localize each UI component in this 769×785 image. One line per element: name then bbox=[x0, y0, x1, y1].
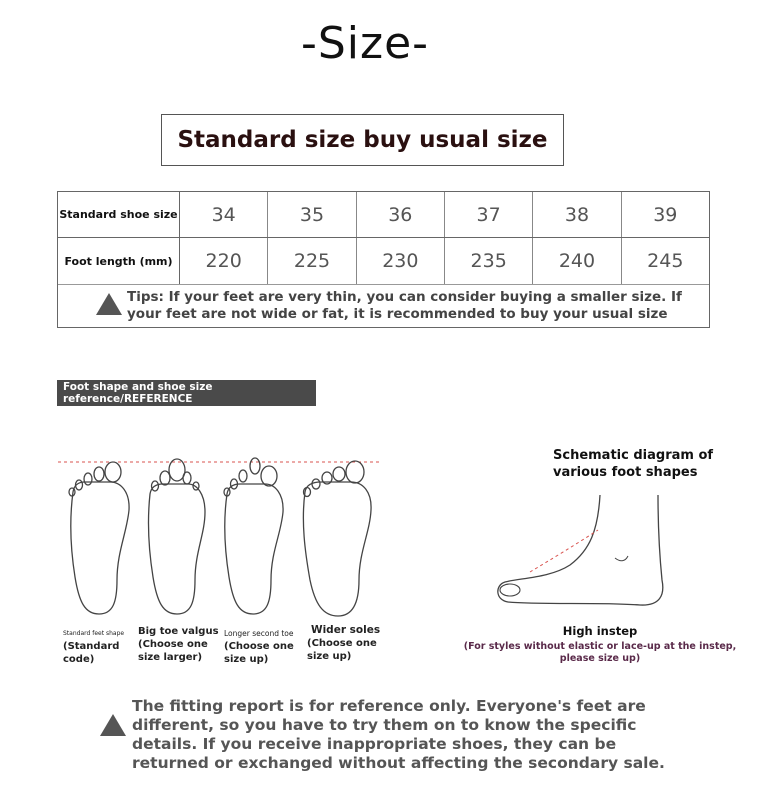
foot-shape-name: Standard feet shape bbox=[63, 630, 125, 637]
foot-shape-advice: (Standard code) bbox=[63, 641, 120, 665]
foot-shape-name: Longer second toe bbox=[224, 629, 294, 638]
length-cell: 230 bbox=[357, 238, 445, 284]
size-cell: 34 bbox=[180, 192, 268, 237]
page-title: -Size- bbox=[300, 18, 430, 69]
length-cell: 240 bbox=[533, 238, 621, 284]
high-instep-caption bbox=[460, 624, 740, 665]
foot-shape-advice: (Choose one size larger) bbox=[138, 639, 208, 663]
warning-triangle-icon bbox=[96, 293, 122, 315]
length-header: Foot length (mm) bbox=[58, 238, 180, 284]
size-table bbox=[57, 191, 710, 328]
tips-text: Tips: If your feet are very thin, you can consider buying a smaller size. If your feet are not wide or fat, it is recommended to buy your usual size bbox=[127, 289, 682, 322]
size-header: Standard shoe size bbox=[58, 192, 180, 237]
foot-shape-name: Big toe valgus bbox=[138, 626, 219, 637]
high-instep-title: High instep bbox=[562, 624, 638, 638]
big-toe-valgus-foot-icon bbox=[149, 459, 205, 614]
foot-shape-advice: (Choose one size up) bbox=[307, 638, 377, 662]
warning-triangle-icon bbox=[100, 714, 126, 736]
foot-caption-big-toe bbox=[138, 625, 223, 664]
size-cell: 39 bbox=[653, 203, 678, 226]
length-row bbox=[58, 238, 709, 285]
schematic-title: Schematic diagram of various foot shapes bbox=[553, 448, 714, 480]
wider-soles-foot-icon bbox=[303, 461, 371, 616]
high-instep-illustration bbox=[490, 490, 690, 615]
high-instep-note: (For styles without elastic or lace-up at the instep, please size up) bbox=[463, 641, 737, 664]
size-cell: 35 bbox=[268, 192, 356, 237]
size-row bbox=[58, 192, 709, 238]
reference-label: Foot shape and shoe size reference/REFERENCE bbox=[57, 380, 316, 406]
foot-caption-second-toe bbox=[224, 627, 312, 666]
longer-second-toe-foot-icon bbox=[224, 458, 283, 614]
length-cell: 235 bbox=[445, 238, 533, 284]
size-banner: Standard size buy usual size bbox=[161, 114, 564, 166]
foot-caption-wider bbox=[307, 624, 386, 663]
standard-foot-icon bbox=[69, 462, 129, 614]
foot-shape-name: Wider soles bbox=[311, 624, 381, 636]
foot-caption-standard bbox=[63, 627, 143, 666]
size-cell: 36 bbox=[357, 192, 445, 237]
foot-shapes-illustration bbox=[55, 452, 385, 622]
fitting-disclaimer: The fitting report is for reference only. Everyone's feet are different, so you have to try them on to know the specific details. If you receive inappropriate shoes, they can be returned or exchanged without affecting the secondary sale. bbox=[132, 697, 665, 772]
length-cell: 245 bbox=[647, 250, 684, 272]
tips-row bbox=[58, 285, 709, 327]
length-cell: 220 bbox=[180, 238, 268, 284]
size-cell: 38 bbox=[533, 192, 621, 237]
size-cell: 37 bbox=[445, 192, 533, 237]
foot-shape-advice: (Choose one size up) bbox=[224, 641, 294, 665]
length-cell: 225 bbox=[268, 238, 356, 284]
